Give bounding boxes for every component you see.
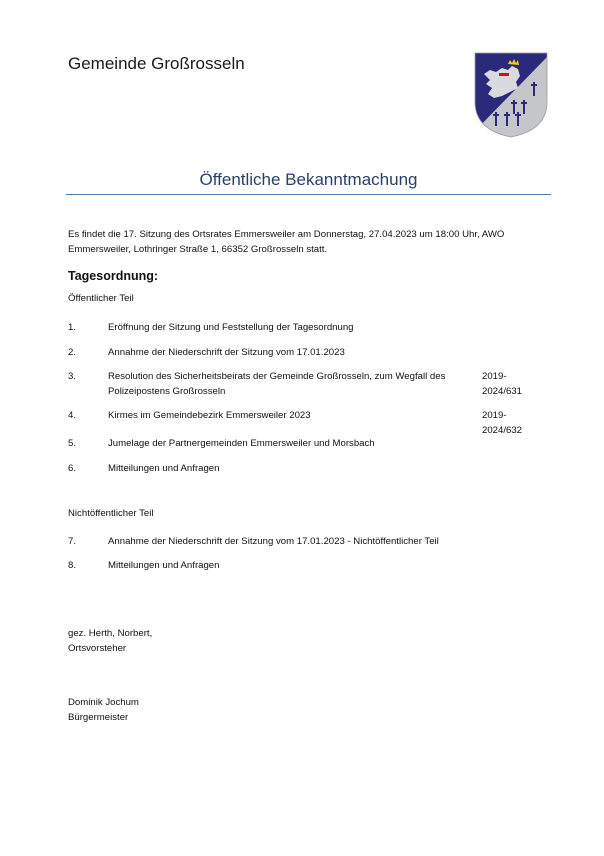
public-section-label: Öffentlicher Teil — [68, 293, 134, 304]
signature-role: Bürgermeister — [68, 712, 129, 723]
item-reference — [482, 408, 548, 438]
item-number: 2. — [68, 347, 77, 358]
item-text: Mitteilungen und Anfragen — [108, 560, 220, 571]
item-number: 7. — [68, 536, 77, 547]
intro-line-1: Es findet die 17. Sitzung des Ortsrates Emmersweiler am Donnerstag, 27.04.2023 um 18:00 Uhr, AWO — [68, 229, 505, 240]
item-number: 5. — [68, 438, 77, 449]
page-title: Öffentliche Bekanntmachung — [199, 170, 418, 189]
item-number: 1. — [68, 322, 77, 333]
signature-name: Dominik Jochum — [68, 697, 139, 708]
item-number: 4. — [68, 410, 77, 421]
item-number: 8. — [68, 560, 77, 571]
item-reference-line-2: 2024/632 — [482, 425, 523, 436]
item-reference — [482, 369, 548, 399]
signature-block — [68, 626, 152, 656]
item-text: Annahme der Niederschrift der Sitzung vom 17.01.2023 - Nichtöffentlicher Teil — [108, 536, 439, 547]
signature-role: Ortsvorsteher — [68, 643, 127, 654]
item-text: Jumelage der Partnergemeinden Emmersweiler und Morsbach — [108, 438, 375, 449]
item-text: Eröffnung der Sitzung und Feststellung der Tagesordnung — [108, 322, 354, 333]
item-reference-line-2: 2024/631 — [482, 386, 523, 397]
title-divider — [66, 194, 551, 195]
item-text: Annahme der Niederschrift der Sitzung vom 17.01.2023 — [108, 347, 345, 358]
item-number: 6. — [68, 463, 77, 474]
intro-paragraph — [68, 227, 548, 257]
item-text: Resolution des Sicherheitsbeirats der Gemeinde Großrosseln, zum Wegfall des Polizeipostens Großrosseln — [108, 371, 446, 397]
item-text: Mitteilungen und Anfragen — [108, 463, 220, 474]
agenda-heading: Tagesordnung: — [68, 269, 159, 283]
private-section-label: Nichtöffentlicher Teil — [68, 508, 154, 519]
item-reference-line-1: 2019- — [482, 410, 507, 421]
intro-line-2: Emmersweiler, Lothringer Straße 1, 66352 Großrosseln statt. — [68, 244, 328, 255]
item-reference-line-1: 2019- — [482, 371, 507, 382]
coat-of-arms-icon — [474, 52, 548, 138]
organization-name: Gemeinde Großrosseln — [68, 54, 245, 73]
item-number: 3. — [68, 371, 77, 382]
item-text: Kirmes im Gemeindebezirk Emmersweiler 2023 — [108, 410, 311, 421]
signature-name: gez. Herth, Norbert, — [68, 628, 153, 639]
signature-block — [68, 695, 139, 725]
